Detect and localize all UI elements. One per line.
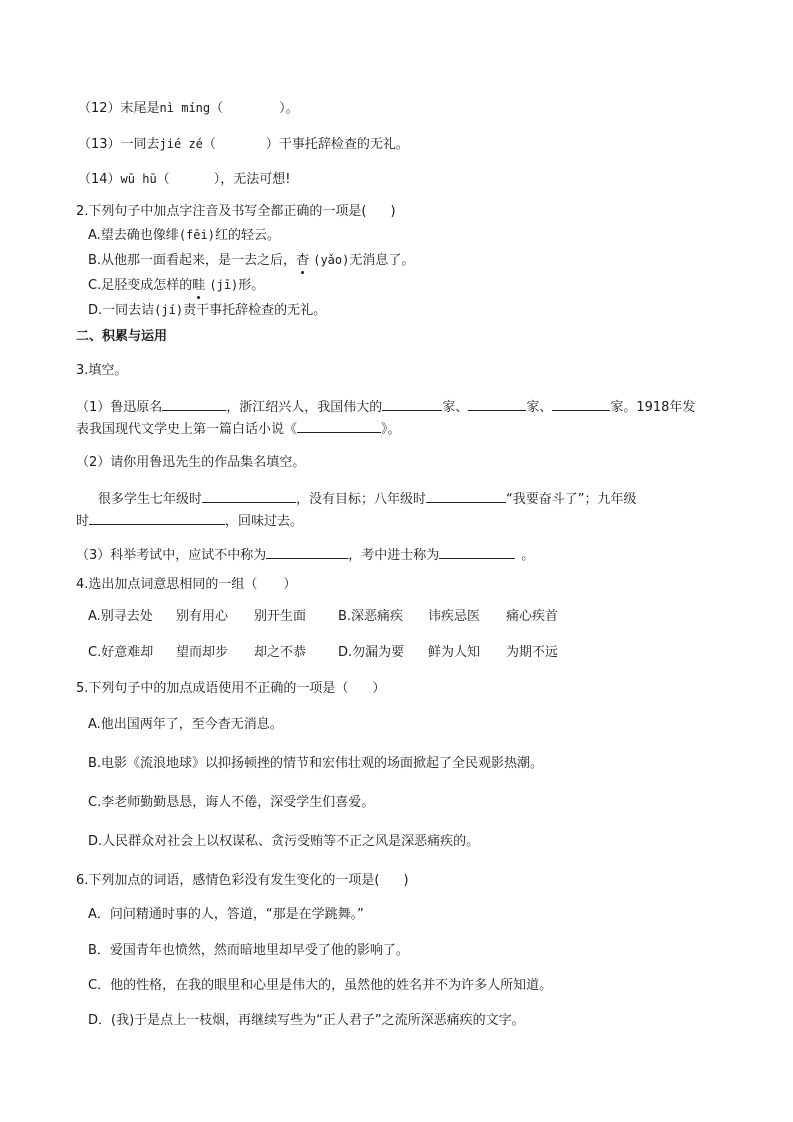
q3-blank-grade-7[interactable] [202, 488, 296, 503]
q3-p2a-a: 很多学生七年级时 [98, 492, 203, 507]
q4-options-row-2 [88, 644, 558, 662]
q14-paren-open: （ [156, 172, 170, 187]
q3-p1b-b: 》。 [381, 422, 401, 437]
q12-paren-close: ）。 [279, 101, 299, 116]
q5-option-d: D.人民群众对社会上以权谋私、贪污受贿等不正之风是深恶痛疾的。 [88, 834, 480, 849]
q3-p2a-c: “我要奋斗了”；九年级 [506, 492, 637, 507]
q3-part-2-line-1 [98, 488, 637, 509]
q3-p1-d: 家、 [526, 400, 553, 415]
section-title: 二、积累与运用 [76, 329, 168, 344]
q3-blank-original-name[interactable] [162, 396, 226, 411]
question-14 [78, 170, 290, 189]
q6-option-d: D．(我)于是点上一枝烟，再继续写些为“正人君子”之流所深恶痛疾的文字。 [88, 1013, 525, 1028]
question-4-stem [76, 576, 296, 594]
q5-option-c: C.李老师勤勤恳恳，诲人不倦，深受学生们喜爱。 [88, 795, 375, 810]
q2-option-a [88, 226, 280, 245]
q2-a-pinyin: (fēi) [178, 228, 215, 242]
q4-c-1: C.好意难却 [88, 645, 154, 660]
q3-part-2-line-2 [76, 510, 303, 531]
q14-text-end: ），无法可想! [213, 172, 291, 187]
q3-blank-failed-exam[interactable] [266, 544, 348, 559]
q5-stem-text: 5.下列句子中的加点成语使用不正确的一项是（ [76, 681, 349, 696]
q14-pinyin: wū hū [120, 172, 157, 186]
q4-b-1: B.深恶痛疾 [338, 609, 404, 624]
q3-blank-novel[interactable] [297, 418, 381, 433]
q13-text-end: ）干事托辞检查的无礼。 [265, 137, 409, 152]
q2-option-c [88, 276, 264, 295]
q3-p2b-a: 时 [76, 514, 90, 529]
q4-d-1: D.勿漏为要 [338, 645, 405, 660]
q2-b-dotted-char: 杳 [296, 253, 310, 268]
question-13 [78, 135, 409, 154]
q4-a-3: 别开生面 [254, 609, 307, 624]
q4-c-3: 却之不恭 [254, 645, 307, 660]
q5-stem-close: ） [372, 681, 386, 696]
q3-p2b-b: ，回味过去。 [225, 514, 304, 529]
q3-p1-b: ，浙江绍兴人，我国伟大的 [226, 400, 383, 415]
q6-option-b: B．爱国青年也愤然，然而暗地里却早受了他的影响了。 [88, 943, 409, 958]
q3-p3-a: （3）科举考试中，应试不中称为 [76, 548, 267, 563]
q13-paren-open: （ [202, 137, 216, 152]
q3-blank-passed-exam[interactable] [439, 544, 515, 559]
q3-blank-role-1[interactable] [382, 396, 442, 411]
q4-d-2: 鲜为人知 [428, 645, 481, 660]
q3-part-3 [76, 544, 534, 565]
q4-d-3: 为期不远 [506, 645, 559, 660]
q6-option-c: C．他的性格，在我的眼里和心里是伟大的，虽然他的姓名并不为许多人所知道。 [88, 978, 553, 993]
q3-blank-role-2[interactable] [468, 396, 526, 411]
q12-text: （12）末尾是 [78, 101, 160, 116]
q3-p1b-a: 表我国现代文学史上第一篇白话小说《 [76, 422, 298, 437]
q3-p2a-b: ，没有目标；八年级时 [296, 492, 427, 507]
q3-blank-grade-9[interactable] [89, 510, 225, 525]
q12-paren-open: （ [210, 101, 224, 116]
q5-option-b: B.电影《流浪地球》以抑扬顿挫的情节和宏伟壮观的场面掀起了全民观影热潮。 [88, 756, 544, 771]
q4-options-row-1 [88, 608, 558, 626]
q2-a-pre: A.望去确也像绯 [88, 228, 179, 243]
q4-a-2: 别有用心 [176, 609, 229, 624]
question-2-stem [76, 203, 396, 221]
q3-p3-b: ，考中进士称为 [348, 548, 440, 563]
q6-stem-close: ) [403, 873, 409, 888]
q4-b-2: 讳疾忌医 [428, 609, 481, 624]
q3-blank-grade-8[interactable] [426, 488, 506, 503]
q3-p1-e: 家。1918年发 [610, 400, 696, 415]
q2-d-post: 责干事托辞检查的无礼。 [183, 303, 327, 318]
q3-blank-role-3[interactable] [552, 396, 610, 411]
q4-a-1: A.别寻去处 [88, 609, 153, 624]
q3-p3-c: 。 [521, 548, 535, 563]
q4-b-3: 痛心疾首 [506, 609, 559, 624]
q2-d-pinyin: (jí) [154, 303, 184, 317]
q4-c-2: 望而却步 [176, 645, 229, 660]
q2-c-post: 形。 [238, 278, 265, 293]
q2-c-pinyin: (jī) [209, 278, 239, 292]
q2-b-post: 无消息了。 [349, 253, 415, 268]
q12-pinyin: nì míng [159, 101, 211, 115]
q3-part-1-cont [76, 418, 401, 439]
q13-pinyin: jié zé [159, 137, 203, 151]
question-12 [78, 99, 299, 118]
q3-part-2-stem: （2）请你用鲁迅先生的作品集名填空。 [76, 455, 306, 470]
q2-b-pre: B.从他那一面看起来，是一去之后， [88, 253, 297, 268]
question-5-stem [76, 680, 385, 698]
q3-part-1 [76, 396, 695, 417]
q2-option-d [88, 301, 326, 320]
q2-c-pre: C.足胫变成怎样的 [88, 278, 193, 293]
q6-stem-text: 6.下列加点的词语，感情色彩没有发生变化的一项是( [76, 873, 380, 888]
q13-text: （13）一同去 [78, 137, 160, 152]
q2-option-b [88, 251, 414, 270]
q3-p1-a: （1）鲁迅原名 [76, 400, 163, 415]
q2-stem-text: 2.下列句子中加点字注音及书写全都正确的一项是( [76, 204, 367, 219]
question-6-stem [76, 872, 409, 890]
q4-stem-text: 4.选出加点词意思相同的一组（ [76, 577, 258, 592]
q6-option-a: A．问问精通时事的人，答道，“那是在学跳舞。” [88, 907, 364, 922]
q5-option-a: A.他出国两年了，至今杳无消息。 [88, 717, 283, 732]
q2-d-pre: D.一同去诘 [88, 303, 155, 318]
question-3-stem: 3.填空。 [76, 363, 128, 378]
q2-a-post: 红的轻云。 [214, 228, 280, 243]
q2-b-pinyin: (yǎo) [313, 253, 350, 267]
q2-c-dotted-char: 畦 [192, 278, 206, 293]
q3-p1-c: 家、 [442, 400, 469, 415]
q4-stem-close: ） [283, 577, 297, 592]
q14-text: （14） [78, 172, 121, 187]
q2-stem-close: ) [390, 204, 396, 219]
